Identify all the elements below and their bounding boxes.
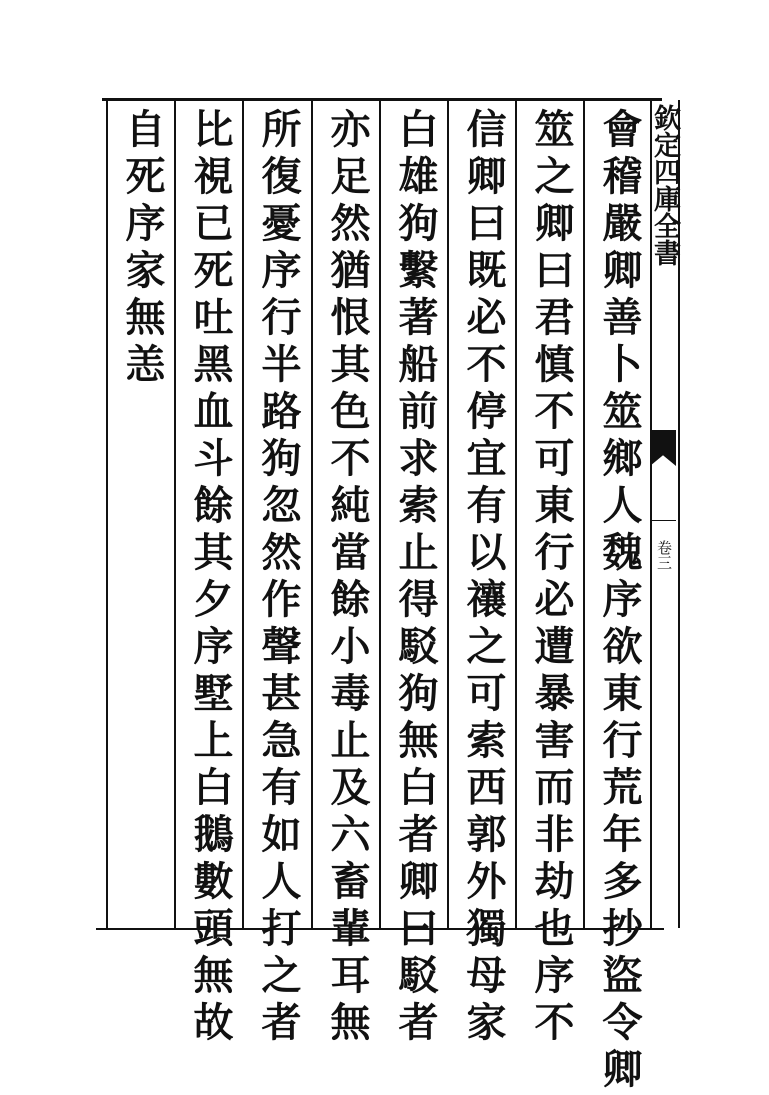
- center-banner: [650, 100, 678, 928]
- text-column-3: 信卿曰既必不停宜有以禳之可索西郭外獨母家: [460, 108, 507, 1048]
- text-column-6: 所復憂序行半路狗忽然作聲甚急有如人打之者: [255, 108, 302, 1048]
- column-rule: [583, 100, 585, 928]
- banner-divider: [650, 520, 676, 521]
- frame-top-border: [102, 98, 662, 101]
- fish-tail-mark: [650, 430, 676, 466]
- text-column-4: 白雄狗繫著船前求索止得駁狗無白者卿曰駁者: [392, 108, 439, 1048]
- text-column-7: 比視已死吐黑血斗餘其夕序墅上白鵝數頭無故: [187, 108, 234, 1048]
- column-rule: [106, 100, 108, 928]
- text-column-5: 亦足然猶恨其色不純當餘小毒止及六畜輩耳無: [324, 108, 371, 1048]
- text-column-2: 筮之卿曰君慎不可東行必遭暴害而非劫也序不: [528, 108, 575, 1048]
- column-rule: [515, 100, 517, 928]
- column-rule: [174, 100, 176, 928]
- column-rule: [242, 100, 244, 928]
- volume-label: 卷三: [655, 540, 673, 570]
- column-rule: [311, 100, 313, 928]
- text-column-1: 會稽嚴卿善卜筮鄉人魏序欲東行荒年多抄盜令卿: [596, 108, 643, 1095]
- text-column-8: 自死序家無恙: [119, 108, 166, 390]
- column-rule: [379, 100, 381, 928]
- book-title: 欽定四庫全書: [649, 104, 680, 266]
- column-rule: [447, 100, 449, 928]
